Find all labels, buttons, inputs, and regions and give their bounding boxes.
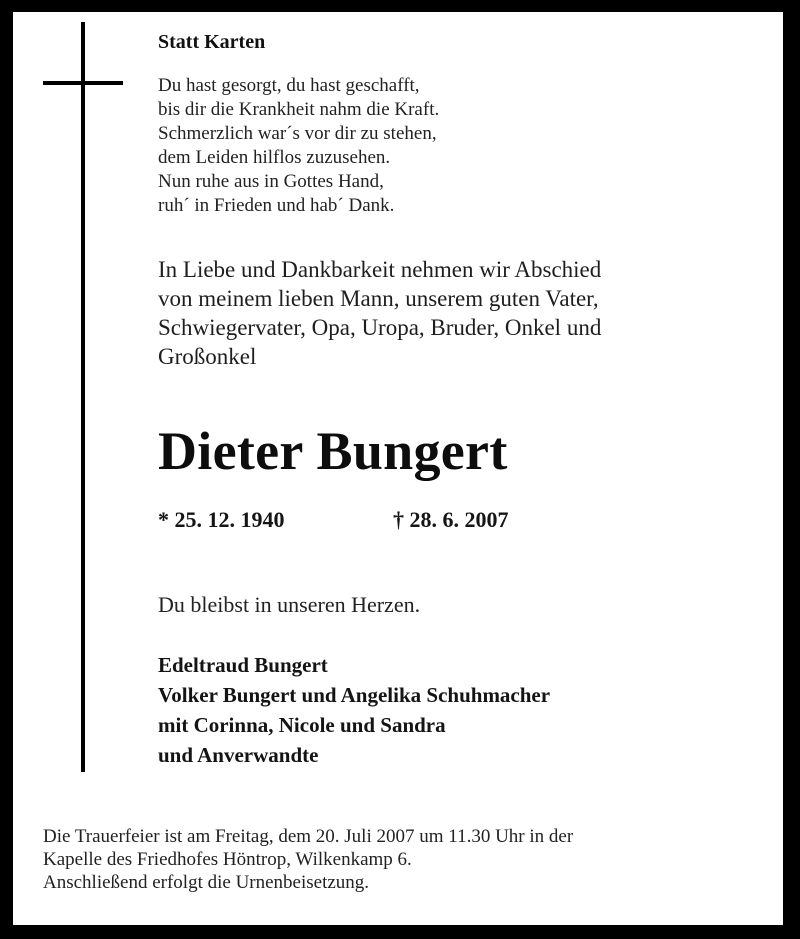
- poem-line: dem Leiden hilflos zuzusehen.: [158, 147, 391, 168]
- poem-line: Schmerzlich war´s vor dir zu stehen,: [158, 123, 437, 144]
- poem-line: bis dir die Krankheit nahm die Kraft.: [158, 99, 440, 120]
- service-line: Anschließend erfolgt die Urnenbeisetzung.: [43, 872, 370, 893]
- birth-date: * 25. 12. 1940: [158, 507, 285, 532]
- service-line: Kapelle des Friedhofes Höntrop, Wilkenkamp 6.: [43, 849, 412, 870]
- poem-line: ruh´ in Frieden und hab´ Dank.: [158, 195, 395, 216]
- mourner-line: Edeltraud Bungert: [158, 653, 328, 677]
- intro-line: von meinem lieben Mann, unserem guten Vater,: [158, 286, 599, 311]
- deceased-name: Dieter Bungert: [158, 421, 508, 481]
- notice-heading: Statt Karten: [158, 31, 266, 53]
- death-date: † 28. 6. 2007: [393, 507, 509, 532]
- poem: [158, 74, 439, 218]
- intro-line: Schwiegervater, Opa, Uropa, Bruder, Onkel und: [158, 315, 602, 340]
- intro-line: Großonkel: [158, 344, 257, 369]
- intro-line: In Liebe und Dankbarkeit nehmen wir Abschied: [158, 257, 602, 282]
- cross-icon-horizontal: [43, 81, 123, 85]
- farewell-line: Du bleibst in unseren Herzen.: [158, 592, 421, 617]
- obituary-notice: [13, 12, 783, 925]
- mourners-list: [158, 650, 550, 770]
- mourner-line: mit Corinna, Nicole und Sandra: [158, 713, 446, 737]
- poem-line: Du hast gesorgt, du hast geschafft,: [158, 75, 420, 96]
- mourner-line: Volker Bungert und Angelika Schuhmacher: [158, 683, 551, 707]
- mourner-line: und Anverwandte: [158, 743, 319, 767]
- poem-line: Nun ruhe aus in Gottes Hand,: [158, 171, 384, 192]
- service-line: Die Trauerfeier ist am Freitag, dem 20. Juli 2007 um 11.30 Uhr in der: [43, 826, 574, 847]
- farewell-intro: [158, 255, 601, 371]
- service-info: [43, 825, 573, 894]
- cross-icon-vertical: [81, 22, 85, 772]
